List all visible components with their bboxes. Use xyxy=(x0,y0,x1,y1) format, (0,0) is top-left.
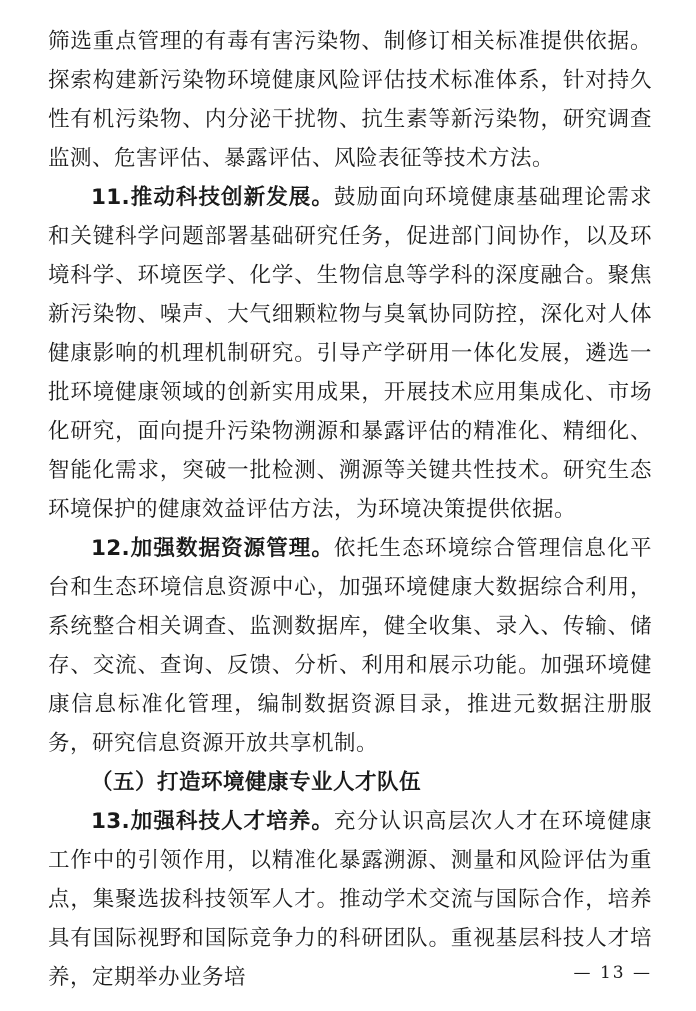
item-11-body: 鼓励面向环境健康基础理论需求和关键科学问题部署基础研究任务，促进部门间协作，以及环境科学、环境医学、化学、生物信息等学科的深度融合。聚焦新污染物、噪声、大气细颗粒物与臭氧协同防控，深化对人体健康影响的机理机制研究。引导产学研用一体化发展，遴选一批环境健康领域的创新实用成果，开展技术应用集成化、市场化研究，面向提升污染物溯源和暴露评估的精准化、精细化、智能化需求，突破一批检测、溯源等关键共性技术。研究生态环境保护的健康效益评估方法，为环境决策提供依据。 xyxy=(48,185,652,522)
page-number: — 13 — xyxy=(573,963,652,983)
item-13-body: 充分认识高层次人才在环境健康工作中的引领作用，以精准化暴露溯源、测量和风险评估为重点，集聚选拔科技领军人才。推动学术交流与国际合作，培养具有国际视野和国际竞争力的科研团队。重视基层科技人才培养，定期举办业务培 xyxy=(48,809,652,990)
paragraph-13 xyxy=(48,802,652,997)
item-12-heading: 12.加强数据资源管理。 xyxy=(91,536,334,561)
paragraph-12 xyxy=(48,529,652,763)
body-text xyxy=(48,22,652,997)
item-13-heading: 13.加强科技人才培养。 xyxy=(91,809,334,834)
section-5-heading: （五）打造环境健康专业人才队伍 xyxy=(91,770,422,795)
paragraph-11 xyxy=(48,178,652,529)
item-12-body: 依托生态环境综合管理信息化平台和生态环境信息资源中心，加强环境健康大数据综合利用，系统整合相关调查、监测数据库，健全收集、录入、传输、储存、交流、查询、反馈、分析、利用和展示功能。加强环境健康信息标准化管理，编制数据资源目录，推进元数据注册服务，研究信息资源开放共享机制。 xyxy=(48,536,652,756)
paragraph-continuation: 筛选重点管理的有毒有害污染物、制修订相关标准提供依据。探索构建新污染物环境健康风险评估技术标准体系，针对持久性有机污染物、内分泌干扰物、抗生素等新污染物，研究调查监测、危害评估、暴露评估、风险表征等技术方法。 xyxy=(48,29,652,171)
item-11-heading: 11.推动科技创新发展。 xyxy=(91,185,334,210)
